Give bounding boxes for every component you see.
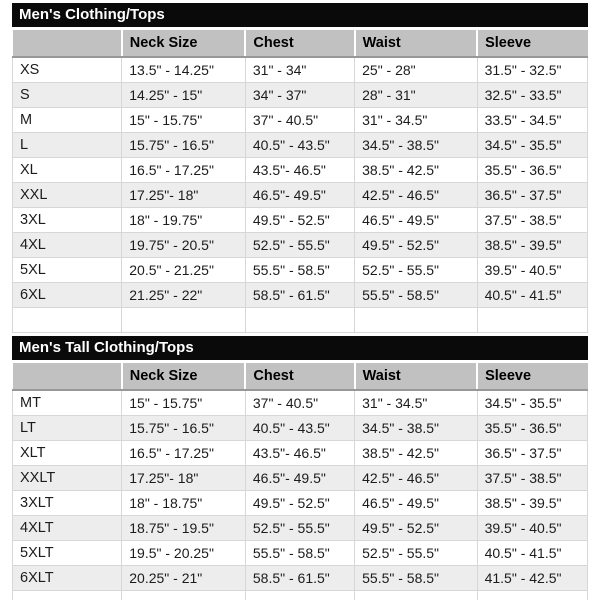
size-label-cell: 6XLT	[13, 566, 122, 591]
size-label-cell: XXL	[13, 183, 122, 208]
measurement-cell: 14.25" - 15"	[122, 83, 246, 108]
measurement-cell: 39.5" - 40.5"	[477, 258, 587, 283]
measurement-cell: 40.5" - 41.5"	[477, 283, 587, 308]
header-row	[13, 363, 588, 390]
measurement-cell	[122, 308, 246, 333]
measurement-cell: 15.75" - 16.5"	[122, 416, 246, 441]
size-label-cell: M	[13, 108, 122, 133]
size-label-cell: XLT	[13, 441, 122, 466]
measurement-cell: 42.5" - 46.5"	[355, 183, 477, 208]
measurement-cell: 38.5" - 42.5"	[355, 441, 477, 466]
column-header-size	[13, 30, 122, 57]
size-table	[12, 30, 588, 333]
measurement-cell: 37" - 40.5"	[245, 108, 354, 133]
column-header-sleeve: Sleeve	[477, 30, 587, 57]
header-row	[13, 30, 588, 57]
measurement-cell: 36.5" - 37.5"	[477, 441, 587, 466]
column-header-chest: Chest	[245, 30, 354, 57]
measurement-cell: 37.5" - 38.5"	[477, 208, 587, 233]
table-row	[13, 390, 588, 416]
measurement-cell: 19.5" - 20.25"	[122, 541, 246, 566]
measurement-cell: 34.5" - 38.5"	[355, 133, 477, 158]
size-label-cell: 3XLT	[13, 491, 122, 516]
table-row	[13, 466, 588, 491]
measurement-cell: 49.5" - 52.5"	[355, 516, 477, 541]
table-row	[13, 491, 588, 516]
measurement-cell: 16.5" - 17.25"	[122, 158, 246, 183]
measurement-cell: 46.5"- 49.5"	[245, 466, 354, 491]
mens-tall-clothing-tops-section	[12, 336, 588, 600]
measurement-cell: 31" - 34.5"	[355, 108, 477, 133]
measurement-cell: 46.5" - 49.5"	[355, 208, 477, 233]
measurement-cell: 34.5" - 38.5"	[355, 416, 477, 441]
table-row	[13, 591, 588, 600]
measurement-cell: 28" - 31"	[355, 83, 477, 108]
measurement-cell: 32.5" - 33.5"	[477, 83, 587, 108]
measurement-cell	[477, 591, 587, 600]
table-row	[13, 83, 588, 108]
measurement-cell: 40.5" - 41.5"	[477, 541, 587, 566]
size-table	[12, 363, 588, 600]
measurement-cell: 20.25" - 21"	[122, 566, 246, 591]
measurement-cell: 58.5" - 61.5"	[245, 283, 354, 308]
size-label-cell: 4XLT	[13, 516, 122, 541]
measurement-cell: 16.5" - 17.25"	[122, 441, 246, 466]
measurement-cell: 46.5"- 49.5"	[245, 183, 354, 208]
size-label-cell: 4XL	[13, 233, 122, 258]
measurement-cell	[477, 308, 587, 333]
measurement-cell: 21.25" - 22"	[122, 283, 246, 308]
measurement-cell: 19.75" - 20.5"	[122, 233, 246, 258]
column-header-waist: Waist	[355, 30, 477, 57]
size-label-cell	[13, 308, 122, 333]
table-row	[13, 566, 588, 591]
measurement-cell: 55.5" - 58.5"	[355, 566, 477, 591]
measurement-cell: 40.5" - 43.5"	[245, 416, 354, 441]
mens-clothing-tops-section	[12, 3, 588, 333]
measurement-cell: 40.5" - 43.5"	[245, 133, 354, 158]
measurement-cell: 38.5" - 39.5"	[477, 491, 587, 516]
measurement-cell: 37" - 40.5"	[245, 390, 354, 416]
measurement-cell: 39.5" - 40.5"	[477, 516, 587, 541]
measurement-cell	[122, 591, 246, 600]
measurement-cell: 49.5" - 52.5"	[245, 208, 354, 233]
size-label-cell: LT	[13, 416, 122, 441]
measurement-cell: 15" - 15.75"	[122, 108, 246, 133]
measurement-cell: 52.5" - 55.5"	[355, 258, 477, 283]
measurement-cell: 31.5" - 32.5"	[477, 57, 587, 83]
measurement-cell: 35.5" - 36.5"	[477, 416, 587, 441]
measurement-cell: 52.5" - 55.5"	[245, 516, 354, 541]
size-label-cell: S	[13, 83, 122, 108]
table-row	[13, 541, 588, 566]
column-header-neck-size: Neck Size	[122, 30, 246, 57]
measurement-cell: 43.5"- 46.5"	[245, 441, 354, 466]
column-header-sleeve: Sleeve	[477, 363, 587, 390]
measurement-cell: 37.5" - 38.5"	[477, 466, 587, 491]
measurement-cell: 31" - 34"	[245, 57, 354, 83]
measurement-cell: 58.5" - 61.5"	[245, 566, 354, 591]
measurement-cell: 34" - 37"	[245, 83, 354, 108]
size-label-cell: L	[13, 133, 122, 158]
table-row	[13, 133, 588, 158]
measurement-cell: 42.5" - 46.5"	[355, 466, 477, 491]
table-row	[13, 183, 588, 208]
table-row	[13, 108, 588, 133]
size-label-cell: XL	[13, 158, 122, 183]
table-row	[13, 208, 588, 233]
column-header-chest: Chest	[245, 363, 354, 390]
size-label-cell: 5XL	[13, 258, 122, 283]
measurement-cell: 17.25"- 18"	[122, 183, 246, 208]
size-label-cell: 5XLT	[13, 541, 122, 566]
measurement-cell: 17.25"- 18"	[122, 466, 246, 491]
measurement-cell: 55.5" - 58.5"	[245, 541, 354, 566]
measurement-cell: 38.5" - 39.5"	[477, 233, 587, 258]
measurement-cell: 34.5" - 35.5"	[477, 133, 587, 158]
measurement-cell: 55.5" - 58.5"	[355, 283, 477, 308]
measurement-cell: 18.75" - 19.5"	[122, 516, 246, 541]
measurement-cell: 55.5" - 58.5"	[245, 258, 354, 283]
measurement-cell	[355, 591, 477, 600]
measurement-cell	[245, 591, 354, 600]
table-row	[13, 516, 588, 541]
measurement-cell: 46.5" - 49.5"	[355, 491, 477, 516]
size-label-cell: 6XL	[13, 283, 122, 308]
measurement-cell: 20.5" - 21.25"	[122, 258, 246, 283]
measurement-cell: 18" - 19.75"	[122, 208, 246, 233]
size-label-cell: MT	[13, 390, 122, 416]
measurement-cell: 34.5" - 35.5"	[477, 390, 587, 416]
size-label-cell	[13, 591, 122, 600]
measurement-cell: 31" - 34.5"	[355, 390, 477, 416]
measurement-cell: 33.5" - 34.5"	[477, 108, 587, 133]
table-body	[13, 390, 588, 600]
table-row	[13, 158, 588, 183]
measurement-cell: 49.5" - 52.5"	[245, 491, 354, 516]
table-row	[13, 283, 588, 308]
measurement-cell: 18" - 18.75"	[122, 491, 246, 516]
measurement-cell: 43.5"- 46.5"	[245, 158, 354, 183]
table-row	[13, 308, 588, 333]
table-row	[13, 441, 588, 466]
column-header-waist: Waist	[355, 363, 477, 390]
table-body	[13, 57, 588, 333]
measurement-cell: 52.5" - 55.5"	[355, 541, 477, 566]
measurement-cell: 41.5" - 42.5"	[477, 566, 587, 591]
table-title: Men's Tall Clothing/Tops	[12, 336, 588, 360]
column-header-neck-size: Neck Size	[122, 363, 246, 390]
table-row	[13, 416, 588, 441]
measurement-cell: 36.5" - 37.5"	[477, 183, 587, 208]
measurement-cell: 15" - 15.75"	[122, 390, 246, 416]
measurement-cell: 38.5" - 42.5"	[355, 158, 477, 183]
measurement-cell: 52.5" - 55.5"	[245, 233, 354, 258]
table-row	[13, 57, 588, 83]
measurement-cell: 25" - 28"	[355, 57, 477, 83]
table-row	[13, 233, 588, 258]
measurement-cell	[245, 308, 354, 333]
measurement-cell: 13.5" - 14.25"	[122, 57, 246, 83]
table-row	[13, 258, 588, 283]
size-label-cell: 3XL	[13, 208, 122, 233]
column-header-size	[13, 363, 122, 390]
measurement-cell: 15.75" - 16.5"	[122, 133, 246, 158]
measurement-cell	[355, 308, 477, 333]
size-label-cell: XS	[13, 57, 122, 83]
measurement-cell: 35.5" - 36.5"	[477, 158, 587, 183]
table-title: Men's Clothing/Tops	[12, 3, 588, 27]
measurement-cell: 49.5" - 52.5"	[355, 233, 477, 258]
size-label-cell: XXLT	[13, 466, 122, 491]
